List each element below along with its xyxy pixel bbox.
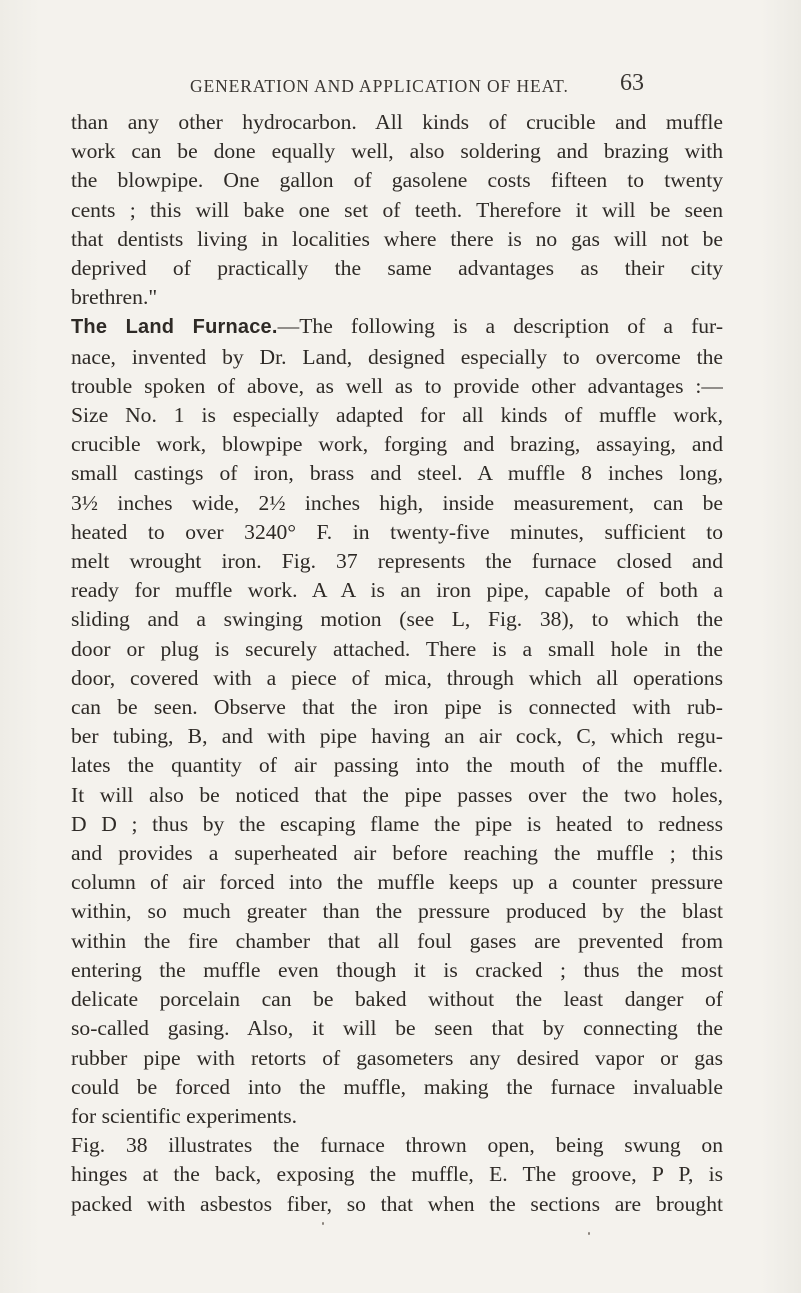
text-line: ber tubing, B, and with pipe having an air cock, C, which regu- [71, 724, 723, 749]
text-line: ready for muffle work. A A is an iron pipe, capable of both a [71, 578, 723, 603]
text-line: crucible work, blowpipe work, forging and brazing, assaying, and [71, 432, 723, 457]
text-line: the blowpipe. One gallon of gasolene costs fifteen to twenty [71, 168, 723, 193]
text-line: brethren." [71, 285, 158, 310]
text-line: melt wrought iron. Fig. 37 represents the furnace closed and [71, 549, 723, 574]
text-line: Fig. 38 illustrates the furnace thrown open, being swung on [71, 1133, 723, 1158]
text-line: lates the quantity of air passing into the mouth of the muffle. [71, 753, 723, 778]
text-line: work can be done equally well, also soldering and brazing with [71, 139, 723, 164]
section-first-line-rest: —The following is a description of a fur- [277, 314, 723, 339]
text-line: can be seen. Observe that the iron pipe is connected with rub- [71, 695, 723, 720]
text-line: deprived of practically the same advantages as their city [71, 256, 723, 281]
text-line: delicate porcelain can be baked without the least danger of [71, 987, 723, 1012]
text-line: could be forced into the muffle, making the furnace invaluable [71, 1074, 723, 1099]
running-header: GENERATION AND APPLICATION OF HEAT. [190, 76, 569, 96]
text-line: door, covered with a piece of mica, through which all operations [71, 665, 723, 690]
text-line: within the fire chamber that all foul gases are prevented from [71, 928, 723, 953]
text-line: packed with asbestos fiber, so that when the sections are brought [71, 1191, 723, 1216]
text-line: that dentists living in localities where there is no gas will not be [71, 226, 723, 251]
section-heading: The Land Furnace. [71, 316, 278, 339]
text-line: hinges at the back, exposing the muffle, E. The groove, P P, is [71, 1162, 723, 1187]
text-line: cents ; this will bake one set of teeth. Therefore it will be seen [71, 197, 723, 222]
text-line: heated to over 3240° F. in twenty-five minutes, sufficient to [71, 519, 723, 544]
body-text [71, 108, 723, 1219]
page-number: 63 [620, 70, 644, 96]
text-line: 3½ inches wide, 2½ inches high, inside measurement, can be [71, 490, 723, 515]
text-line: so-called gasing. Also, it will be seen that by connecting the [71, 1016, 723, 1041]
text-line: than any other hydrocarbon. All kinds of crucible and muffle [71, 110, 723, 134]
text-line: It will also be noticed that the pipe passes over the two holes, [71, 782, 723, 807]
text-line: column of air forced into the muffle keeps up a counter pressure [71, 870, 723, 895]
text-line: and provides a superheated air before reaching the muffle ; this [71, 841, 723, 866]
text-line: nace, invented by Dr. Land, designed especially to overcome the [71, 344, 723, 369]
text-line: within, so much greater than the pressure produced by the blast [71, 899, 723, 924]
paper-speck [588, 1232, 590, 1235]
text-line: for scientific experiments. [71, 1103, 298, 1128]
text-line: rubber pipe with retorts of gasometers any desired vapor or gas [71, 1045, 723, 1070]
text-line: door or plug is securely attached. There is a small hole in the [71, 636, 723, 661]
section-first-line [71, 312, 723, 342]
text-line: small castings of iron, brass and steel. A muffle 8 inches long, [71, 461, 723, 486]
text-line: entering the muffle even though it is cracked ; thus the most [71, 957, 723, 982]
text-line: trouble spoken of above, as well as to provide other advantages :— [71, 373, 723, 398]
text-line: D D ; thus by the escaping flame the pipe is heated to redness [71, 811, 723, 836]
text-line: Size No. 1 is especially adapted for all kinds of muffle work, [71, 403, 723, 428]
text-line: sliding and a swinging motion (see L, Fig. 38), to which the [71, 607, 723, 632]
paper-speck [322, 1222, 324, 1225]
